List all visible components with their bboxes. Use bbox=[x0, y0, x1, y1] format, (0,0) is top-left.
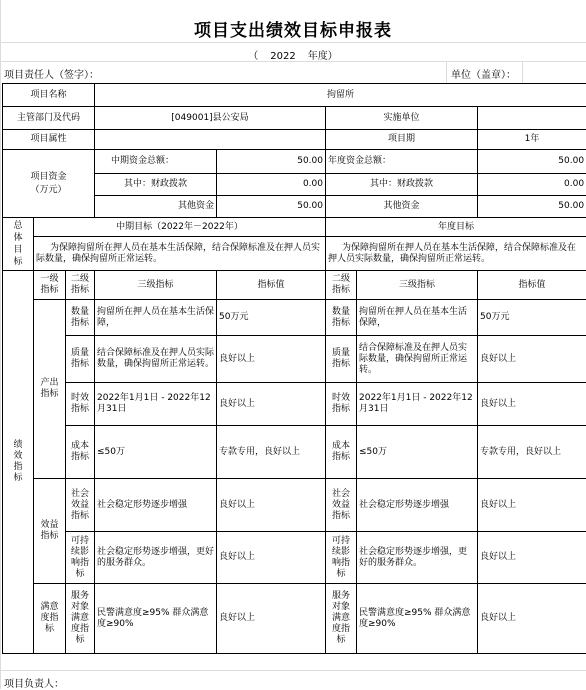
level3-cell: 民警满意度≥95% 群众满意度≥90% bbox=[95, 584, 217, 654]
year-other-label: 其他资金 bbox=[326, 196, 478, 218]
year-goal-text: 为保障拘留所在押人员在基本生活保障，结合保障标准及在押人员实际数量，确保拘留所正常运转。 bbox=[326, 237, 586, 271]
level2-cell-year: 成本 指标 bbox=[326, 426, 357, 479]
footer-label: 项目负责人： bbox=[4, 675, 64, 690]
level2-cell-year: 时效 指标 bbox=[326, 383, 357, 426]
level3-cell-year: 社会稳定形势逐步增强 bbox=[357, 479, 478, 532]
impl-unit-label: 实施单位 bbox=[326, 107, 478, 130]
mid-goal-header: 中期目标（2022年－2022年） bbox=[34, 218, 326, 237]
value-cell: 良好以上 bbox=[217, 383, 326, 426]
category-effect: 效益 指标 bbox=[34, 479, 66, 584]
level2-cell: 数量 指标 bbox=[66, 300, 95, 336]
header-level1: 一级 指标 bbox=[34, 271, 66, 300]
project-name-label: 项目名称 bbox=[3, 84, 95, 107]
value-cell-year: 良好以上 bbox=[478, 584, 586, 654]
year-value: 2022 bbox=[270, 51, 295, 62]
value-cell: 良好以上 bbox=[217, 336, 326, 383]
year-unit: 年度） bbox=[308, 51, 338, 62]
level2-cell-year: 社会 效益 指标 bbox=[326, 479, 357, 532]
mid-other-label: 其他资金 bbox=[95, 196, 217, 218]
level3-cell-year: 民警满意度≥95% 群众满意度≥90% bbox=[357, 584, 478, 654]
year-fin-value: 0.00 bbox=[478, 174, 586, 196]
unit-label: 单位（盖章）： bbox=[451, 66, 516, 81]
grid-line bbox=[446, 62, 447, 83]
level3-cell-year: 社会稳定形势逐步增强，更好的服务群众。 bbox=[357, 532, 478, 584]
value-cell-year: 50万元 bbox=[478, 300, 586, 336]
level2-cell: 社会 效益 指标 bbox=[66, 479, 95, 532]
level2-cell-year: 服务 对象 满意 度指 标 bbox=[326, 584, 357, 654]
value-cell: 专款专用，良好以上 bbox=[217, 426, 326, 479]
value-cell-year: 专款专用，良好以上 bbox=[478, 426, 586, 479]
year-total-label: 年度资金总额： bbox=[326, 150, 478, 174]
level3-cell-year: ≤50万 bbox=[357, 426, 478, 479]
value-cell-year: 良好以上 bbox=[478, 336, 586, 383]
level2-cell: 可持 续影 响指 标 bbox=[66, 532, 95, 584]
level2-cell: 成本 指标 bbox=[66, 426, 95, 479]
project-attr-label: 项目属性 bbox=[3, 130, 95, 150]
year-fin-label: 其中：财政拨款 bbox=[326, 174, 478, 196]
value-cell-year: 良好以上 bbox=[478, 479, 586, 532]
project-period-label: 项目期 bbox=[326, 130, 478, 150]
level2-cell-year: 数量 指标 bbox=[326, 300, 357, 336]
header-value-year: 指标值 bbox=[478, 271, 586, 300]
category-satisfaction: 满意 度指 标 bbox=[34, 584, 66, 654]
performance-table bbox=[2, 83, 586, 654]
header-value: 指标值 bbox=[217, 271, 326, 300]
impl-unit-value bbox=[478, 107, 586, 130]
level2-cell-year: 可持 续影 响指 标 bbox=[326, 532, 357, 584]
grid-line bbox=[0, 42, 586, 43]
year-line bbox=[0, 47, 586, 62]
funds-label: 项目资金 （万元） bbox=[3, 150, 95, 218]
value-cell: 50万元 bbox=[217, 300, 326, 336]
level3-cell-year: 2022年1月1日 - 2022年12月31日 bbox=[357, 383, 478, 426]
level3-cell: ≤50万 bbox=[95, 426, 217, 479]
mid-total-value: 50.00 bbox=[217, 150, 326, 174]
level3-cell: 拘留所在押人员在基本生活保障， bbox=[95, 300, 217, 336]
mid-fin-label: 其中：财政拨款 bbox=[95, 174, 217, 196]
level2-cell: 服务 对象 满意 度指 标 bbox=[66, 584, 95, 654]
dept-value: [049001]县公安局 bbox=[95, 107, 326, 130]
level2-cell-year: 质量 指标 bbox=[326, 336, 357, 383]
header-level2-year: 二级 指标 bbox=[326, 271, 357, 300]
project-attr-value bbox=[95, 130, 326, 150]
mid-fin-value: 0.00 bbox=[217, 174, 326, 196]
level2-cell: 时效 指标 bbox=[66, 383, 95, 426]
level3-cell: 社会稳定形势逐步增强，更好的服务群众。 bbox=[95, 532, 217, 584]
goal-label: 总 体 目 标 bbox=[3, 218, 34, 271]
responsible-label: 项目责任人（签字）： bbox=[4, 66, 99, 81]
grid-line bbox=[522, 62, 523, 83]
value-cell-year: 良好以上 bbox=[478, 383, 586, 426]
year-open: （ bbox=[248, 51, 258, 62]
value-cell: 良好以上 bbox=[217, 584, 326, 654]
value-cell-year: 良好以上 bbox=[478, 532, 586, 584]
level2-cell: 质量 指标 bbox=[66, 336, 95, 383]
grid-line bbox=[0, 670, 586, 671]
year-total-value: 50.00 bbox=[478, 150, 586, 174]
project-name-value: 拘留所 bbox=[95, 84, 586, 107]
level3-cell-year: 结合保障标准及在押人员实际数量，确保拘留所正常运转。 bbox=[357, 336, 478, 383]
year-other-value: 50.00 bbox=[478, 196, 586, 218]
header-level2: 二级 指标 bbox=[66, 271, 95, 300]
category-output: 产出 指标 bbox=[34, 300, 66, 479]
mid-total-label: 中期资金总额： bbox=[95, 150, 217, 174]
level3-cell-year: 拘留所在押人员在基本生活保障， bbox=[357, 300, 478, 336]
level3-cell: 社会稳定形势逐步增强 bbox=[95, 479, 217, 532]
mid-other-value: 50.00 bbox=[217, 196, 326, 218]
mid-goal-text: 为保障拘留所在押人员在基本生活保障，结合保障标准及在押人员实际数量，确保拘留所正常运转。 bbox=[34, 237, 326, 271]
level3-cell: 2022年1月1日 - 2022年12月31日 bbox=[95, 383, 217, 426]
header-level3: 三级指标 bbox=[95, 271, 217, 300]
indicator-section-label: 绩 效 指 标 bbox=[3, 271, 34, 654]
grid-line bbox=[0, 0, 1, 689]
value-cell: 良好以上 bbox=[217, 532, 326, 584]
page-title: 项目支出绩效目标申报表 bbox=[0, 16, 586, 41]
header-level3-year: 三级指标 bbox=[357, 271, 478, 300]
level3-cell: 结合保障标准及在押人员实际数量，确保拘留所正常运转。 bbox=[95, 336, 217, 383]
dept-label: 主管部门及代码 bbox=[3, 107, 95, 130]
year-goal-header: 年度目标 bbox=[326, 218, 586, 237]
value-cell: 良好以上 bbox=[217, 479, 326, 532]
project-period-value: 1年 bbox=[478, 130, 586, 150]
